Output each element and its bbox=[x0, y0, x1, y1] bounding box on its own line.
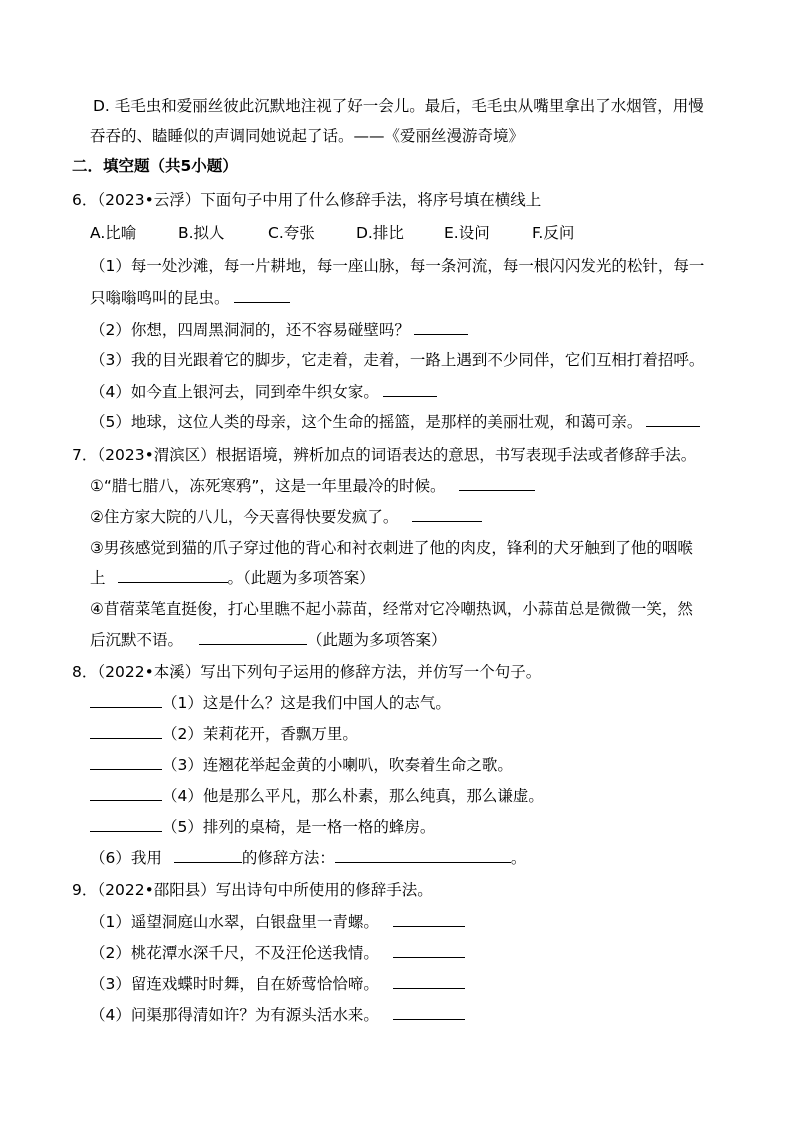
q9-header bbox=[72, 880, 433, 900]
q8-number: 8． bbox=[72, 663, 98, 681]
q7-item1 bbox=[90, 476, 535, 496]
q7-item2-text: ②住方家大院的八儿，今天喜得快要发疯了。 bbox=[90, 508, 399, 526]
q8-item6-mid: 的修辞方法： bbox=[241, 849, 335, 867]
q7-item1-text: ①“腊七腊八，冻死寒鸦”，这是一年里最冷的时候。 bbox=[90, 477, 446, 495]
answer-blank[interactable] bbox=[459, 476, 535, 491]
q7-item3-prefix: 上 bbox=[90, 569, 106, 587]
q6-item4-text: （4）如今直上银河去，同到牵牛织女家。 bbox=[90, 383, 379, 401]
answer-blank[interactable] bbox=[383, 382, 437, 397]
answer-blank[interactable] bbox=[646, 412, 700, 427]
q7-item4-line1: ④苜蓿菜笔直挺俊，打心里瞧不起小蒜苗，经常对它冷嘲热讽，小蒜苗总是微微一笑，然 bbox=[90, 600, 693, 618]
q8-item2-text: （2）茉莉花开，香飘万里。 bbox=[162, 725, 358, 743]
q8-stem: 写出下列句子运用的修辞方法，并仿写一个句子。 bbox=[200, 663, 542, 681]
q8-item1-text: （1）这是什么？这是我们中国人的志气。 bbox=[162, 694, 451, 712]
q9-item3-text: （3）留连戏蝶时时舞，自在娇莺恰恰啼。 bbox=[90, 975, 379, 993]
q6-item1-line1: （1）每一处沙滩，每一片耕地，每一座山脉，每一条河流，每一根闪闪发光的松针，每一 bbox=[90, 257, 705, 275]
q8-item4 bbox=[90, 786, 544, 806]
q9-item4 bbox=[90, 1005, 465, 1025]
q9-item2 bbox=[90, 943, 465, 963]
answer-blank[interactable] bbox=[412, 507, 482, 522]
q7-number: 7． bbox=[72, 446, 98, 464]
q7-item3-line1: ③男孩感觉到猫的爪子穿过他的背心和衬衣刺进了他的肉皮，锋利的犬牙触到了他的咽喉 bbox=[90, 539, 693, 557]
q9-item2-text: （2）桃花潭水深千尺，不及汪伦送我情。 bbox=[90, 944, 379, 962]
q6-option-e: E.设问 bbox=[444, 224, 490, 242]
q8-item1 bbox=[90, 693, 451, 713]
answer-blank[interactable] bbox=[393, 974, 465, 989]
q6-item2 bbox=[90, 320, 468, 340]
q7-item2 bbox=[90, 507, 482, 527]
q6-option-b: B.拟人 bbox=[178, 224, 225, 242]
q7-item3-note: 。（此题为多项答案） bbox=[227, 569, 375, 587]
q6-item3: （3）我的目光跟着它的脚步，它走着，走着，一路上遇到不少同伴，它们互相打着招呼。 bbox=[90, 351, 705, 369]
answer-blank[interactable] bbox=[90, 817, 162, 832]
q8-item2 bbox=[90, 724, 358, 744]
q6-source: （2023•云浮） bbox=[97, 191, 201, 209]
q6-stem: 下面句子中用了什么修辞手法，将序号填在横线上 bbox=[200, 191, 542, 209]
q9-item1-text: （1）遥望洞庭山水翠，白银盘里一青螺。 bbox=[90, 913, 379, 931]
q6-number: 6． bbox=[72, 191, 98, 209]
q9-item3 bbox=[90, 974, 465, 994]
q5-option-d-line2: 吞吞的、瞌睡似的声调同她说起了话。——《爱丽丝漫游奇境》 bbox=[90, 127, 525, 145]
answer-blank[interactable] bbox=[90, 724, 162, 739]
q6-option-a: A.比喻 bbox=[90, 224, 137, 242]
q9-number: 9． bbox=[72, 881, 98, 899]
q8-source: （2022•本溪） bbox=[97, 663, 201, 681]
answer-blank[interactable] bbox=[393, 912, 465, 927]
q8-item5-text: （5）排列的桌椅，是一格一格的蜂房。 bbox=[162, 818, 436, 836]
q6-option-c: C.夸张 bbox=[268, 224, 315, 242]
q6-item2-text: （2）你想，四周黑洞洞的，还不容易碰壁吗？ bbox=[90, 321, 410, 339]
q8-item6-end: 。 bbox=[510, 849, 527, 867]
q6-item4 bbox=[90, 382, 437, 402]
q7-header bbox=[72, 445, 696, 465]
answer-blank[interactable] bbox=[414, 320, 468, 335]
q6-item1-line2 bbox=[90, 288, 290, 308]
answer-blank[interactable] bbox=[393, 1005, 465, 1020]
q6-header bbox=[72, 190, 541, 210]
q6-option-d: D.排比 bbox=[356, 224, 404, 242]
answer-blank[interactable] bbox=[118, 568, 228, 583]
q6-item1-text: 只嗡嗡鸣叫的昆虫。 bbox=[90, 289, 230, 307]
q7-item4-note: （此题为多项答案） bbox=[307, 631, 447, 649]
q7-item4-text: 后沉默不语。 bbox=[90, 631, 184, 649]
q7-source: （2023•渭滨区） bbox=[97, 446, 216, 464]
answer-blank[interactable] bbox=[199, 630, 307, 645]
q7-item3-line2 bbox=[90, 568, 375, 588]
q8-item4-text: （4）他是那么平凡，那么朴素，那么纯真，那么谦虚。 bbox=[162, 787, 544, 805]
q6-option-f: F.反问 bbox=[532, 224, 575, 242]
q8-item3-text: （3）连翘花举起金黄的小喇叭，吹奏着生命之歌。 bbox=[162, 756, 513, 774]
q9-stem: 写出诗句中所使用的修辞手法。 bbox=[215, 881, 433, 899]
q9-item1 bbox=[90, 912, 465, 932]
q7-stem: 根据语境，辨析加点的词语表达的意思，书写表现手法或者修辞手法。 bbox=[215, 446, 697, 464]
q7-item4-line2 bbox=[90, 630, 447, 650]
q6-item5 bbox=[90, 412, 700, 432]
answer-blank[interactable] bbox=[234, 288, 290, 303]
answer-blank[interactable] bbox=[335, 848, 511, 863]
q8-item6-prefix: （6）我用 bbox=[90, 849, 162, 867]
q9-source: （2022•邵阳县） bbox=[97, 881, 216, 899]
answer-blank[interactable] bbox=[393, 943, 465, 958]
answer-blank[interactable] bbox=[174, 848, 242, 863]
section-title: 二．填空题（共5小题） bbox=[72, 157, 238, 175]
q9-item4-text: （4）问渠那得清如许？为有源头活水来。 bbox=[90, 1006, 379, 1024]
q8-header bbox=[72, 662, 541, 682]
answer-blank[interactable] bbox=[90, 755, 162, 770]
q6-item5-text: （5）地球，这位人类的母亲，这个生命的摇篮，是那样的美丽壮观，和蔼可亲。 bbox=[90, 413, 643, 431]
q8-item5 bbox=[90, 817, 435, 837]
answer-blank[interactable] bbox=[90, 693, 162, 708]
answer-blank[interactable] bbox=[90, 786, 162, 801]
q8-item3 bbox=[90, 755, 513, 775]
q5-option-d-line1: D. 毛毛虫和爱丽丝彼此沉默地注视了好一会儿。最后，毛毛虫从嘴里拿出了水烟管，用慢 bbox=[93, 97, 704, 115]
q8-item6 bbox=[90, 848, 526, 868]
